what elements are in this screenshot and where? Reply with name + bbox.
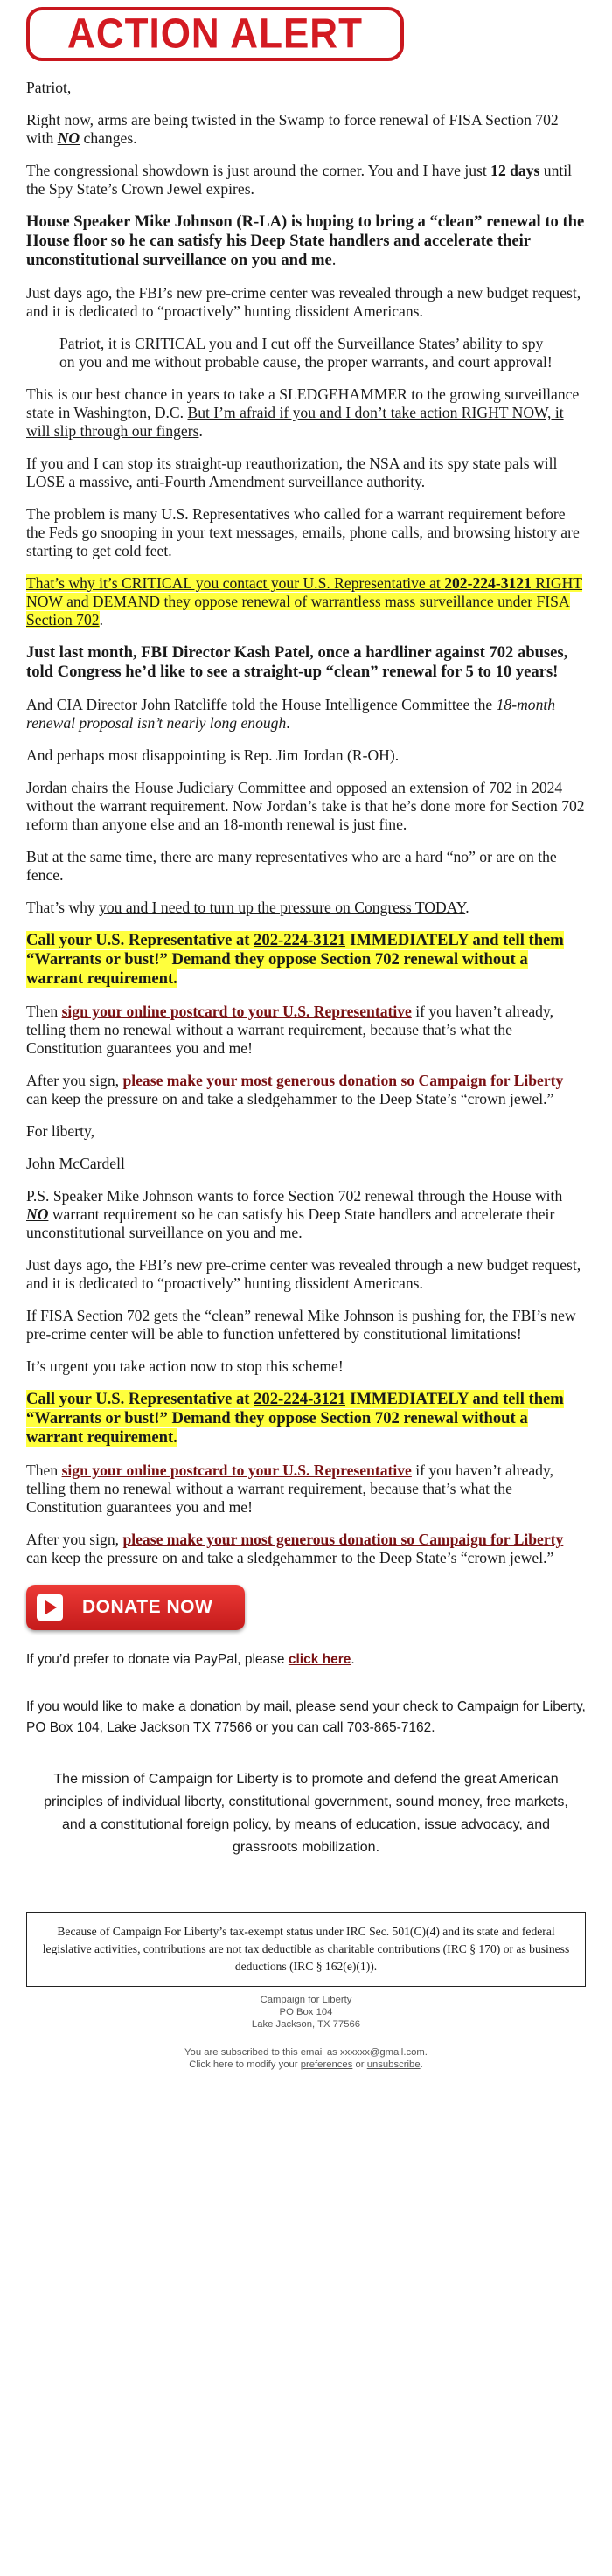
- donation-info: [26, 1649, 586, 1739]
- paypal-link[interactable]: click here: [288, 1652, 351, 1667]
- donation-link[interactable]: please make your most generous donation so Campaign for Liberty: [122, 1531, 564, 1548]
- header-banner: [26, 0, 586, 68]
- footer-org: Campaign for Liberty: [260, 1995, 352, 2005]
- ps-paragraph: P.S. Speaker Mike Johnson wants to force Section 702 renewal through the House with NO warrant requirement so he can satisfy his Deep State handlers and accelerate their unconstitutional surveillance on you and me.: [26, 1187, 563, 1241]
- tax-disclaimer: Because of Campaign For Liberty’s tax-exempt status under IRC Sec. 501(C)(4) and its state and federal legislative activities, contributions are not tax deductible as charitable contributions (IRC § 170) or as business deductions (IRC § 162(e)(1)).: [26, 1912, 586, 1987]
- call-to-action-1: Call your U.S. Representative at 202-224-3121 IMMEDIATELY and tell them “Warrants or bust!” Demand they oppose Section 702 renewal without a warrant requirement.: [26, 931, 564, 988]
- action-alert-badge: [26, 7, 404, 61]
- donate-button-label: DONATE NOW: [82, 1597, 213, 1617]
- paragraph-8: The problem is many U.S. Representatives who called for a warrant requirement before the Feds go snooping in your text messages, emails, phone calls, and browsing history are starting to get cold feet.: [26, 505, 580, 559]
- phone-link[interactable]: 202-224-3121: [254, 1390, 346, 1408]
- blockquote: Patriot, it is CRITICAL you and I cut off the Surveillance States’ ability to spy on you and me without probable cause, the proper warrants, and court approval!: [59, 335, 553, 371]
- ps-paragraph-4: It’s urgent you take action now to stop this scheme!: [26, 1357, 344, 1375]
- highlight-paragraph: That’s why it’s CRITICAL you contact your U.S. Representative at 202-224-3121 RIGHT NOW and DEMAND they oppose renewal of warrantless mass surveillance under FISA Section 702.: [26, 574, 583, 628]
- paragraph-13: Jordan chairs the House Judiciary Committee and opposed an extension of 702 in 2024 without the warrant requirement. Now Jordan’s take is that he’s done more for Section 702 reform than anyone else and an 18-month renewal is just fine.: [26, 779, 585, 833]
- donate-section: [26, 1585, 586, 1630]
- phone-link[interactable]: 202-224-3121: [254, 931, 346, 949]
- paragraph-11: And CIA Director John Ratcliffe told the House Intelligence Committee the 18-month renewal proposal isn’t nearly long enough.: [26, 696, 556, 732]
- footer-modify: Click here to modify your preferences or unsubscribe.: [189, 2059, 423, 2070]
- paragraph-1: Right now, arms are being twisted in the Swamp to force renewal of FISA Section 702 with NO changes.: [26, 111, 559, 147]
- footer: [26, 1994, 586, 2071]
- paragraph-12: And perhaps most disappointing is Rep. Jim Jordan (R-OH).: [26, 746, 400, 764]
- play-icon: [37, 1594, 63, 1621]
- postcard-paragraph-1: Then sign your online postcard to your U.S. Representative if you haven’t already, telling them no renewal without a warrant requirement, because that’s what the Constitution guarantees you and me!: [26, 1003, 554, 1057]
- signoff: For liberty,: [26, 1122, 95, 1140]
- paragraph-3: House Speaker Mike Johnson (R-LA) is hoping to bring a “clean” renewal to the House floor so he can satisfy his Deep State handlers and accelerate their unconstitutional surveillance on you and me.: [26, 212, 585, 269]
- paragraph-4: Just days ago, the FBI’s new pre-crime center was revealed through a new budget request, and it is dedicated to “proactively” hunting dissident Americans.: [26, 284, 581, 320]
- donate-paragraph-2: After you sign, please make your most generous donation so Campaign for Liberty can keep the pressure on and take a sledgehammer to the Deep State’s “crown jewel.”: [26, 1531, 564, 1566]
- paragraph-15: That’s why you and I need to turn up the pressure on Congress TODAY.: [26, 899, 469, 916]
- greeting: Patriot,: [26, 79, 72, 96]
- donation-link[interactable]: please make your most generous donation so Campaign for Liberty: [122, 1072, 564, 1089]
- ps-paragraph-2: Just days ago, the FBI’s new pre-crime center was revealed through a new budget request, and it is dedicated to “proactively” hunting dissident Americans.: [26, 1256, 581, 1292]
- donate-paragraph-1: After you sign, please make your most generous donation so Campaign for Liberty can keep the pressure on and take a sledgehammer to the Deep State’s “crown jewel.”: [26, 1072, 564, 1107]
- postcard-link[interactable]: sign your online postcard to your U.S. Representative: [61, 1462, 412, 1479]
- footer-box: PO Box 104: [279, 2007, 333, 2017]
- paragraph-2: The congressional showdown is just around the corner. You and I have just 12 days until the Spy State’s Crown Jewel expires.: [26, 162, 573, 198]
- donate-now-button[interactable]: [26, 1585, 245, 1630]
- signer: John McCardell: [26, 1155, 125, 1172]
- preferences-link[interactable]: preferences: [300, 2059, 353, 2070]
- phone-link[interactable]: 202-224-3121: [444, 574, 532, 592]
- postcard-paragraph-2: Then sign your online postcard to your U.S. Representative if you haven’t already, telling them no renewal without a warrant requirement, because that’s what the Constitution guarantees you and me!: [26, 1462, 554, 1516]
- postcard-link[interactable]: sign your online postcard to your U.S. Representative: [61, 1003, 412, 1020]
- footer-subscribed: You are subscribed to this email as xxxxxx@gmail.com.: [184, 2047, 428, 2058]
- call-to-action-2: Call your U.S. Representative at 202-224-3121 IMMEDIATELY and tell them “Warrants or bust!” Demand they oppose Section 702 renewal without a warrant requirement.: [26, 1390, 564, 1447]
- letter-body: [26, 79, 586, 1567]
- paragraph-14: But at the same time, there are many representatives who are a hard “no” or are on the fence.: [26, 848, 557, 884]
- banner-title: ACTION ALERT: [67, 10, 363, 58]
- paragraph-6: This is our best chance in years to take a SLEDGEHAMMER to the growing surveillance state in Washington, D.C. But I’m afraid if you and I don’t take action RIGHT NOW, it will slip through our fingers.: [26, 385, 580, 440]
- paragraph-10: Just last month, FBI Director Kash Patel, once a hardliner against 702 abuses, told Congress he’d like to see a straight-up “clean” renewal for 5 to 10 years!: [26, 643, 568, 681]
- paragraph-7: If you and I can stop its straight-up reauthorization, the NSA and its spy state pals will LOSE a massive, anti-Fourth Amendment surveillance authority.: [26, 455, 558, 490]
- mission-statement: The mission of Campaign for Liberty is to promote and defend the great American principles of individual liberty, constitutional government, sound money, free markets, and a constitutional foreign policy, by means of education, issue advocacy, and grassroots mobilization.: [44, 1772, 568, 1855]
- ps-paragraph-3: If FISA Section 702 gets the “clean” renewal Mike Johnson is pushing for, the FBI’s new pre-crime center will be able to function unfettered by constitutional limitations!: [26, 1307, 576, 1343]
- paypal-paragraph: If you’d prefer to donate via PayPal, please click here.: [26, 1652, 355, 1667]
- unsubscribe-link[interactable]: unsubscribe: [366, 2059, 421, 2070]
- mail-paragraph: If you would like to make a donation by mail, please send your check to Campaign for Liberty, PO Box 104, Lake Jackson TX 77566 or you can call 703-865-7162.: [26, 1699, 586, 1735]
- footer-city: Lake Jackson, TX 77566: [251, 2019, 361, 2030]
